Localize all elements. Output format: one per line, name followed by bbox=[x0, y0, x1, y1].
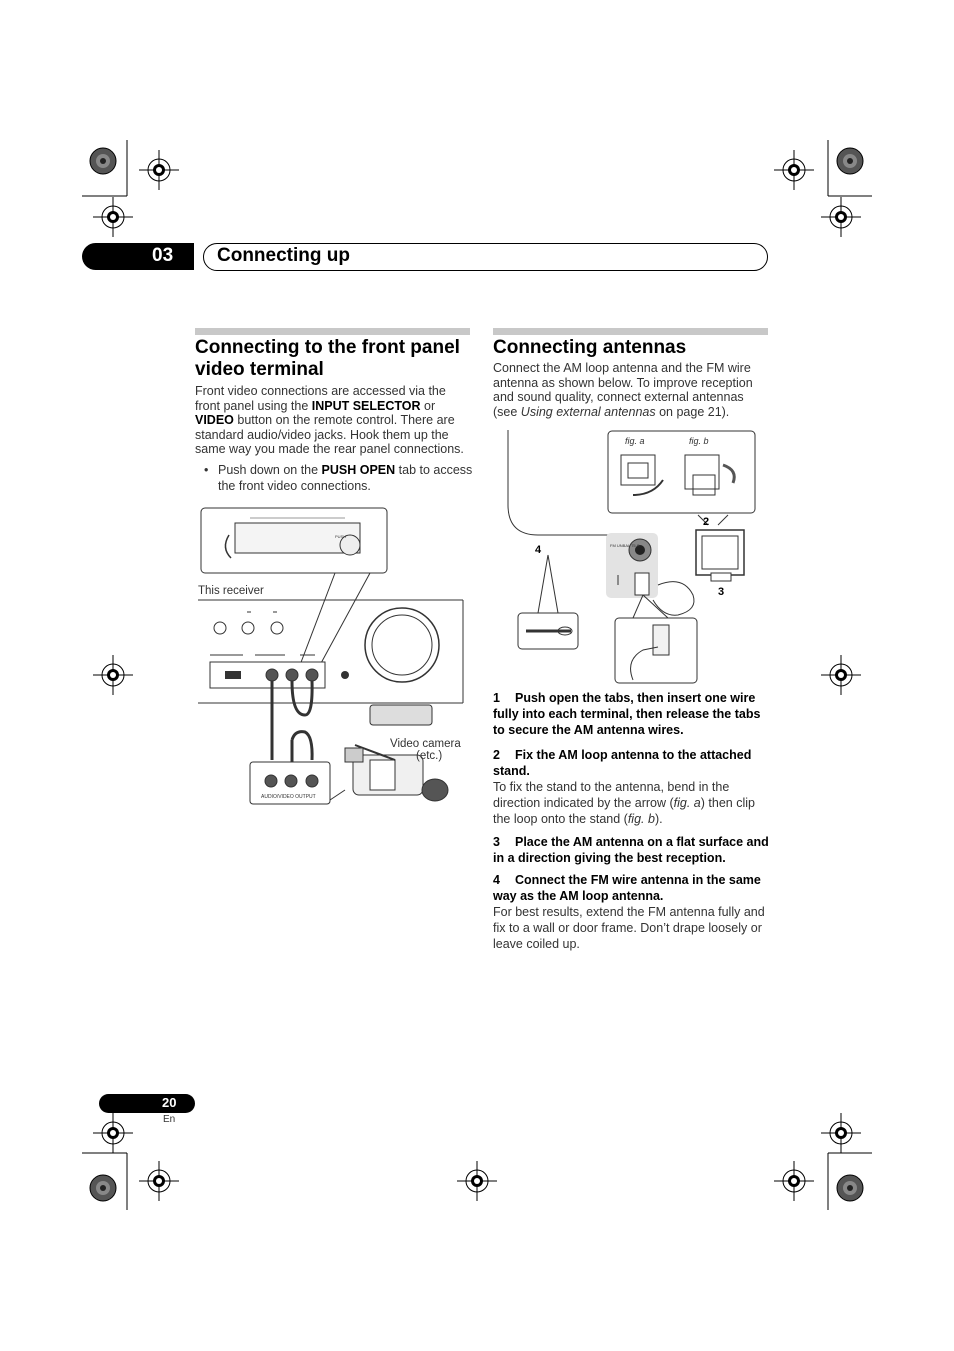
receiver-label: This receiver bbox=[198, 585, 264, 597]
page-number: 20 bbox=[162, 1095, 177, 1110]
step-1: 1 Push open the tabs, then insert one wire fully into each terminal, then release the tabs to secure the AM antenna wires. bbox=[493, 691, 761, 737]
crop-marks-top-right bbox=[774, 140, 872, 237]
step-4-detail: For best results, extend the FM antenna fully and fix to a wall or door frame. Don’t drape loosely or leave coiled up. bbox=[493, 905, 765, 951]
callout-3: 3 bbox=[718, 586, 725, 598]
crop-marks-bottom-left bbox=[82, 1113, 179, 1210]
left-column bbox=[195, 337, 473, 494]
step-4: 4 Connect the FM wire antenna in the same way as the AM loop antenna. bbox=[493, 873, 761, 903]
chapter-tab bbox=[82, 243, 194, 270]
antenna-connection-diagram bbox=[493, 425, 768, 687]
page-number-tab bbox=[99, 1094, 195, 1113]
front-panel-intro: Front video connections are accessed via the front panel using the INPUT SELECTOR or VIDEO button on the remote control. There are standard audio/video jacks. Hook them up the same way you made the rear panel connections. bbox=[195, 384, 464, 457]
crop-marks-top-left bbox=[82, 140, 179, 237]
crop-marks-bottom-center bbox=[457, 1161, 497, 1201]
callout-2: 2 bbox=[703, 516, 710, 528]
camera-label-1: Video camera bbox=[390, 738, 461, 750]
camera-label-2: (etc.) bbox=[416, 750, 443, 762]
section-bar-right bbox=[493, 328, 768, 335]
fig-a-label: fig. a bbox=[625, 436, 645, 446]
fm-terminal-label: FM UNBAL 75 Ω bbox=[610, 543, 640, 548]
section-heading-front-panel: Connecting to the front panel video terminal bbox=[195, 337, 460, 380]
antennas-intro: Connect the AM loop antenna and the FM wire antenna as shown below. To improve reception and sound quality, connect external antennas (see Using external antennas on page 21). bbox=[493, 361, 753, 419]
step-2: 2 Fix the AM loop antenna to the attached stand. bbox=[493, 748, 752, 778]
chapter-number: 03 bbox=[152, 245, 174, 266]
av-output-label: AUDIO/VIDEO OUTPUT bbox=[261, 794, 316, 800]
right-column-top bbox=[493, 337, 768, 419]
section-bar-left bbox=[195, 328, 470, 335]
push-label: PUSH bbox=[335, 534, 347, 539]
crop-marks-bottom-right bbox=[774, 1113, 872, 1210]
callout-4: 4 bbox=[535, 544, 542, 556]
front-panel-connection-diagram bbox=[195, 500, 470, 820]
language-label: En bbox=[163, 1114, 176, 1125]
antenna-steps bbox=[493, 690, 771, 952]
fig-b-label: fig. b bbox=[689, 436, 709, 446]
step-3: 3 Place the AM antenna on a flat surface and in a direction giving the best reception. bbox=[493, 835, 769, 865]
step-2-detail: To fix the stand to the antenna, bend in the direction indicated by the arrow (fig. a) then clip the loop onto the stand (fig. b). bbox=[493, 780, 755, 826]
chapter-title: Connecting up bbox=[217, 245, 350, 266]
section-heading-antennas: Connecting antennas bbox=[493, 337, 687, 358]
push-open-bullet: • Push down on the PUSH OPEN tab to access the front video connections. bbox=[204, 462, 473, 493]
